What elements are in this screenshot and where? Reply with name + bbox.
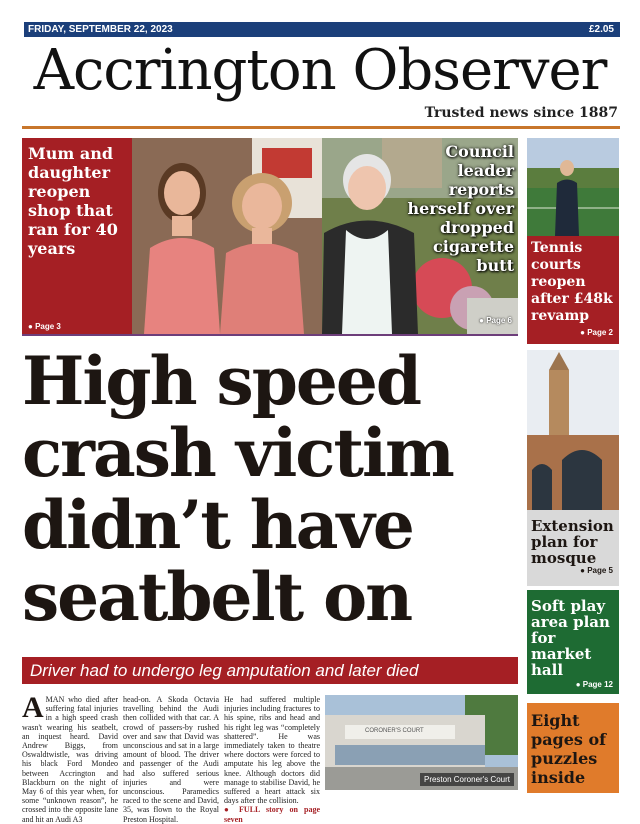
issue-date: FRIDAY, SEPTEMBER 22, 2023 [28,24,173,35]
shop-photo [132,138,322,334]
teaser-puzzles-headline: Eight pages of puzzles inside [531,711,607,787]
teaser-mosque-page[interactable]: ● Page 5 [580,566,613,575]
teaser-shop[interactable] [22,138,322,334]
mosque-photo [527,350,619,510]
article-text-1: MAN who died after suffering fatal injuries in a high speed crash wasn't wearing his seatbelt, an inquest heard. David Andrew Biggs, from Oswaldtwistle, was driving his black Ford Mondeo between Accrington and Blackburn on the night of May 6 of this year when, for some “unknown reason”, he crossed into the opposite lane and hit an Audi A3 [22,695,118,824]
article-column-1 [22,691,118,824]
mother-daughter-photo [132,138,322,334]
article-column-3 [224,695,320,824]
teaser-shop-headline: Mum and daughter reopen shop that ran for 40 years [28,144,118,258]
mosque-building-photo [527,350,619,510]
teaser-council-headline: Council leader reports herself over dropped cigarette butt [407,142,514,275]
teaser-divider [22,334,518,336]
teaser-soft-play-headline: Soft play area plan for market hall [531,597,610,679]
teaser-puzzles[interactable] [527,703,619,793]
full-story-link[interactable]: ● FULL story on page seven [224,805,320,823]
cover-price: £2.05 [588,24,614,35]
teaser-soft-play[interactable] [527,590,619,694]
coroners-court-photo [325,695,518,790]
teaser-tennis[interactable] [527,236,619,344]
main-headline[interactable]: High speed crash victim didn’t have seatbelt on [22,342,453,636]
article-column-2 [123,695,219,824]
masthead-tagline: Trusted news since 1887 [424,105,618,121]
teaser-shop-page[interactable]: ● Page 3 [28,322,61,331]
teaser-mosque-headline: Extension plan for mosque [531,517,614,567]
drop-cap: A [22,691,44,724]
teaser-council-page[interactable]: ● Page 6 [479,316,512,325]
teaser-mosque[interactable] [527,510,619,586]
article-text-3: He had suffered multiple injuries including fractures to his spine, ribs and head and his right leg was “completely shattered”. He was immediately taken to theatre where doctors were forced to amputate his leg above the knee. Although doctors did manage to stabilise David, he suffered a heart attack six days after the collision. [224,695,320,806]
photo-caption: Preston Coroner's Court [420,773,514,786]
masthead-rule [22,126,620,129]
masthead-title: Accrington Observer [33,38,607,103]
main-strapline: Driver had to undergo leg amputation and later died [22,657,518,684]
teaser-soft-play-page[interactable]: ● Page 12 [576,680,613,689]
date-bar [24,22,620,37]
article-text-2: head-on. A Skoda Octavia travelling behind the Audi then collided with that car. A crowd of passers-by rushed over and saw that David was unconscious and sat in a large amount of blood. The driver and passenger of the Audi had also suffered serious injuries and were unconscious. Paramedics raced to the scene and David, 35, was flown to the Royal Preston Hospital. [123,695,219,824]
teaser-tennis-headline: Tennis courts reopen after £48k revamp [531,240,613,324]
tennis-photo [527,138,619,236]
court-sign: CORONER'S COURT [365,728,424,734]
teaser-council[interactable] [322,138,518,334]
tennis-court-photo [527,138,619,236]
teaser-tennis-page[interactable]: ● Page 2 [580,328,613,337]
